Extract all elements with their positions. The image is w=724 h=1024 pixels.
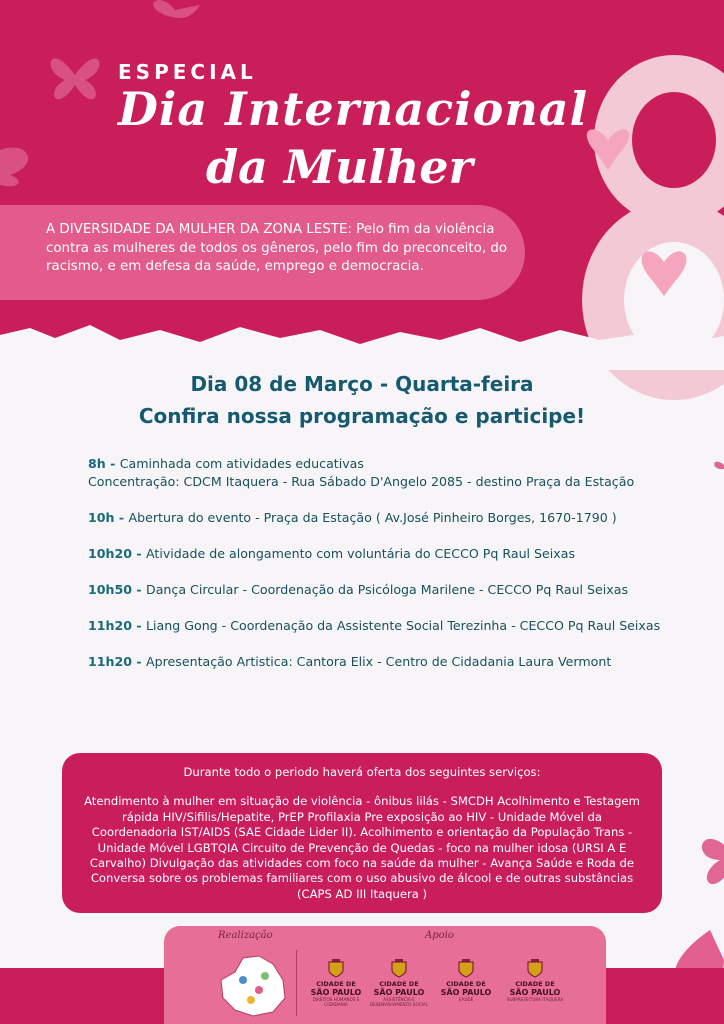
- logo-line-1: CIDADE DE: [316, 980, 356, 988]
- apoio-label: Apoio: [425, 930, 454, 941]
- services-intro: Durante todo o periodo haverá oferta dos seguintes serviços:: [183, 765, 541, 779]
- butterfly-icon: [140, 0, 210, 30]
- butterfly-icon: [0, 140, 40, 190]
- schedule-time: 10h -: [88, 510, 129, 525]
- logo-subprefeitura-itaquera: [503, 958, 567, 1002]
- schedule-text: Apresentação Artistica: Cantora Elix - Centro de Cidadania Laura Vermont: [146, 654, 612, 669]
- logo-assistencia-social: [367, 958, 431, 1007]
- butterfly-icon: [710, 455, 724, 475]
- logo-line-3: DIREITOS HUMANOS E CIDADANIA: [312, 997, 360, 1007]
- schedule-time: 11h20 -: [88, 654, 147, 669]
- title-line-2: da Mulher: [206, 140, 473, 194]
- logo-line-3: SAÚDE: [458, 997, 474, 1002]
- city-crest-icon: [390, 958, 408, 978]
- schedule-item: [88, 617, 678, 635]
- logo-line-2: SÃO PAULO: [440, 988, 492, 997]
- logo-line-3: ASSISTÊNCIA E DESENVOLVIMENTO SOCIAL: [369, 997, 429, 1007]
- logo-direitos-humanos: [304, 958, 368, 1007]
- schedule-time: 10h20 -: [88, 546, 147, 561]
- schedule-text: Dança Circular - Coordenação da Psicóloga Marilene - CECCO Pq Raul Seixas: [146, 582, 629, 597]
- logo-line-1: CIDADE DE: [379, 980, 419, 988]
- logo-line-2: SÃO PAULO: [509, 988, 561, 997]
- services-box: [62, 753, 662, 913]
- logo-saude: [434, 958, 498, 1002]
- schedule-time: 11h20 -: [88, 618, 147, 633]
- zona-leste-map-logo: [213, 950, 293, 1020]
- butterfly-icon: [690, 800, 724, 900]
- torn-paper-edge: [0, 300, 724, 370]
- schedule-text-detail: Concentração: CDCM Itaquera - Rua Sábado D'Angelo 2085 - destino Praça da Estação: [88, 474, 635, 489]
- schedule-item: [88, 545, 678, 563]
- schedule-text: Atividade de alongamento com voluntária do CECCO Pq Raul Seixas: [146, 546, 576, 561]
- schedule-item: [88, 509, 678, 527]
- schedule-time: 10h50 -: [88, 582, 147, 597]
- city-crest-icon: [526, 958, 544, 978]
- logo-line-1: CIDADE DE: [515, 980, 555, 988]
- title-line-1: Dia Internacional: [118, 82, 589, 136]
- schedule-item: [88, 455, 678, 491]
- services-body: Atendimento à mulher em situação de violência - ônibus lilás - SMCDH Acolhimento e Testagem rápida HIV/Sifilis/Hepatite, PrEP Profilaxia Pre exposição ao HIV - Unidade Móvel da Coordenadoria IST/AIDS (SAE Cidade Lider II). Acolhimento e orientação da População Trans - Unidade Móvel LGBTQIA Circuito de Prevenção de Quedas - foco na mulher idosa (URSI A E Carvalho) Divulgação das atividades com foco na saúde da mulher - Avança Saúde e Roda de Conversa sobre os problemas familiares com o uso abusivo de álcool e de outras substâncias (CAPS AD III Itaquera ): [84, 794, 640, 901]
- realizacao-label: Realização: [218, 930, 273, 941]
- schedule-text: Abertura do evento - Praça da Estação ( Av.José Pinheiro Borges, 1670-1790 ): [128, 510, 617, 525]
- logo-line-2: SÃO PAULO: [373, 988, 425, 997]
- intro-text: A DIVERSIDADE DA MULHER DA ZONA LESTE: Pelo fim da violência contra as mulheres de todos os gêneros, pelo fim do preconceito, do racismo, e em defesa da saúde, emprego e democracia.: [46, 222, 508, 274]
- schedule-list: [88, 455, 678, 689]
- schedule-item: [88, 581, 678, 599]
- logo-line-3: SUBPREFEITURA ITAQUERA: [506, 997, 564, 1002]
- schedule-text: Liang Gong - Coordenação da Assistente Social Terezinha - CECCO Pq Raul Seixas: [146, 618, 661, 633]
- city-crest-icon: [457, 958, 475, 978]
- city-crest-icon: [327, 958, 345, 978]
- schedule-item: [88, 653, 678, 671]
- event-subtitle: Confira nossa programação e participe!: [138, 404, 586, 428]
- schedule-text: Caminhada com atividades educativas: [119, 456, 364, 471]
- logo-line-1: CIDADE DE: [446, 980, 486, 988]
- event-date: Dia 08 de Março - Quarta-feira: [190, 372, 534, 396]
- especial-label: ESPECIAL: [118, 60, 257, 84]
- logo-line-2: SÃO PAULO: [310, 988, 362, 997]
- schedule-time: 8h -: [88, 456, 120, 471]
- butterfly-icon: [40, 30, 110, 120]
- footer-divider: [296, 950, 297, 1016]
